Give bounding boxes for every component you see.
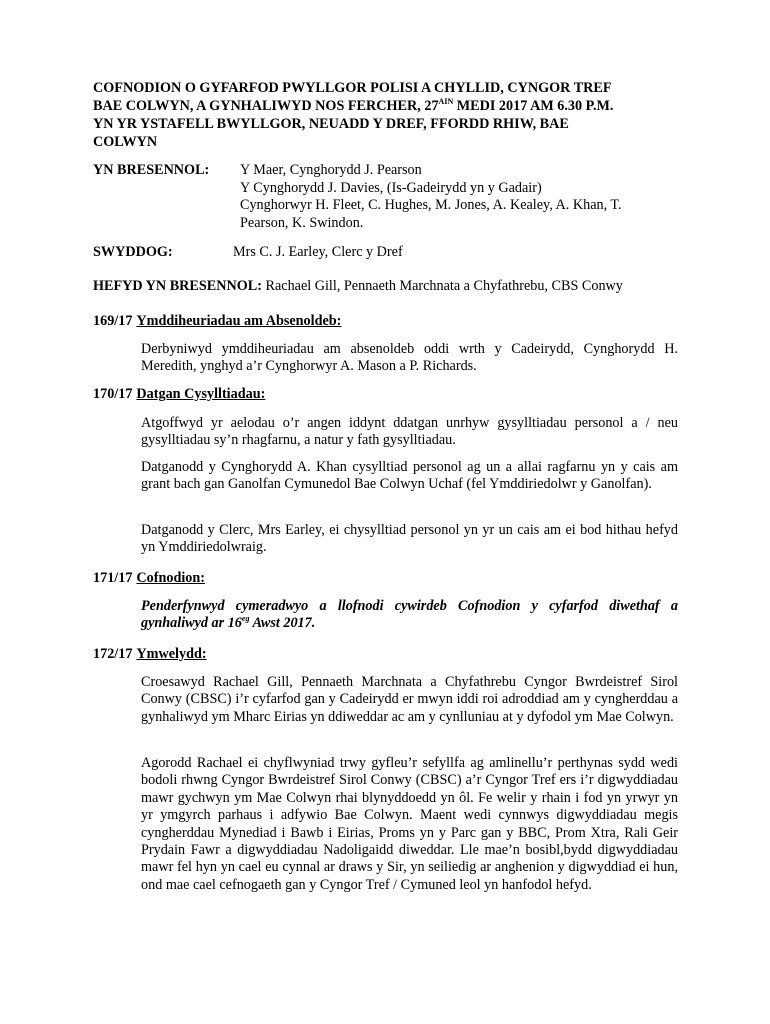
- item-170-paragraph-2: Datganodd y Cynghorydd A. Khan cysylltiad personol ag un a allai ragfarnu yn y cais am grant bach gan Ganolfan Cymunedol Bae Colwyn Uchaf (fel Ymddiriedolwr y Ganolfan).: [141, 459, 678, 493]
- item-title: Ymddiheuriadau am Absenoldeb:: [136, 313, 342, 329]
- title-superscript: AIN: [438, 97, 454, 106]
- title-line-1: COFNODION O GYFARFOD PWYLLGOR POLISI A CHYLLID, CYNGOR TREF: [93, 80, 612, 96]
- officer-label: SWYDDOG:: [93, 244, 173, 260]
- item-170-paragraph-1: Atgoffwyd yr aelodau o’r angen iddynt ddatgan unrhyw gysylltiadau personol a / neu gysylltiadau sy’n rhagfarnu, a natur y fath gysylltiadau.: [141, 415, 678, 449]
- item-heading-172: [93, 646, 207, 664]
- title-line-3: YN YR YSTAFELL BWYLLGOR, NEUADD Y DREF, FFORDD RHIW, BAE: [93, 116, 569, 132]
- attendance-line: Pearson, K. Swindon.: [240, 214, 364, 231]
- officer-value: Mrs C. J. Earley, Clerc y Dref: [233, 244, 403, 260]
- item-170-paragraph-3: Datganodd y Clerc, Mrs Earley, ei chysylltiad personol yn yr un cais am ei bod hithau hefyd yn Ymddiriedolwraig.: [141, 522, 678, 556]
- attendance-line: Y Maer, Cynghorydd J. Pearson: [240, 162, 422, 178]
- item-171-resolution: Penderfynwyd cymeradwyo a llofnodi cywirdeb Cofnodion y cyfarfod diwethaf a gynhaliwyd ar $16^{eg}$ Awst 2017.: [141, 598, 678, 632]
- item-number: 169/17: [93, 313, 133, 329]
- item-172-paragraph-1: Croesawyd Rachael Gill, Pennaeth Marchnata a Chyfathrebu Cyngor Bwrdeistref Sirol Conwy (CBSC) i’r cyfarfod gan y Cadeirydd er mwyn iddi roi adroddiad am y cyngherddau a gynhaliwyd ym Mharc Eirias yn ddiweddar ac am y cynlluniau at y dyfodol ym Mae Colwyn.: [141, 674, 678, 725]
- also-present-value: Rachael Gill, Pennaeth Marchnata a Chyfathrebu, CBS Conwy: [261, 278, 623, 294]
- also-present-label: HEFYD YN BRESENNOL:: [93, 278, 262, 294]
- item-title: Ymwelydd:: [136, 646, 207, 662]
- item-heading-171: [93, 570, 205, 588]
- also-present: [93, 278, 713, 296]
- item-172-paragraph-2: Agorodd Rachael ei chyflwyniad trwy gyfleu’r sefyllfa ag amlinellu’r perthynas sydd wedi bodoli rhwng Cyngor Bwrdeistref Sirol Conwy (CBSC) a’r Cyngor Tref ers i’r digwyddiadau mawr gychwyn ym Mae Colwyn rhai blynyddoedd yn ôl. Fe welir y rhain i fod yn yrwyr yn yr ymgyrch parhaus i adfywio Bae Colwyn. Maent wedi cynnwys digwyddiadau megis cyngherddau Mynediad i Bawb i Eirias, Proms yn y Parc gan y BBC, Prom Xtra, Rali Geir Prydain Fawr a digwyddiadau Nadoligaidd diweddar. Lle mae’n bosibl,bydd digwyddiadau mawr fel hyn yn cael eu cynnal ar draws y Sir, yn seiliedig ar anghenion y digwyddiad ei hun, ond mae cael cefnogaeth gan y Cyngor Tref / Cymuned leol yn hanfodol hefyd.: [141, 755, 678, 893]
- item-heading-170: [93, 386, 265, 404]
- attendance-line: Y Cynghorydd J. Davies, (Is-Gadeirydd yn y Gadair): [240, 179, 542, 196]
- title-line-2: BAE COLWYN, A GYNHALIWYD NOS FERCHER, $27^{AIN}$ MEDI 2017 AM 6.30 P.M.: [93, 97, 614, 114]
- item-title: Datgan Cysylltiadau:: [136, 386, 266, 402]
- attendance-list: [240, 162, 680, 232]
- item-169-paragraph: Derbyniwyd ymddiheuriadau am absenoldeb oddi wrth y Cadeirydd, Cynghorydd H. Meredith, ynghyd a’r Cynghorwyr A. Mason a P. Richards.: [141, 341, 678, 375]
- attendance-label: YN BRESENNOL:: [93, 162, 210, 178]
- item-number: 171/17: [93, 570, 133, 586]
- minutes-title: [93, 79, 693, 151]
- item-number: 170/17: [93, 386, 133, 402]
- item-title: Cofnodion:: [136, 570, 206, 586]
- item-number: 172/17: [93, 646, 133, 662]
- title-line-4: COLWYN: [93, 134, 158, 150]
- date-superscript: eg: [241, 614, 250, 624]
- item-heading-169: [93, 313, 341, 331]
- attendance-line: Cynghorwyr H. Fleet, C. Hughes, M. Jones, A. Kealey, A. Khan, T.: [240, 197, 622, 214]
